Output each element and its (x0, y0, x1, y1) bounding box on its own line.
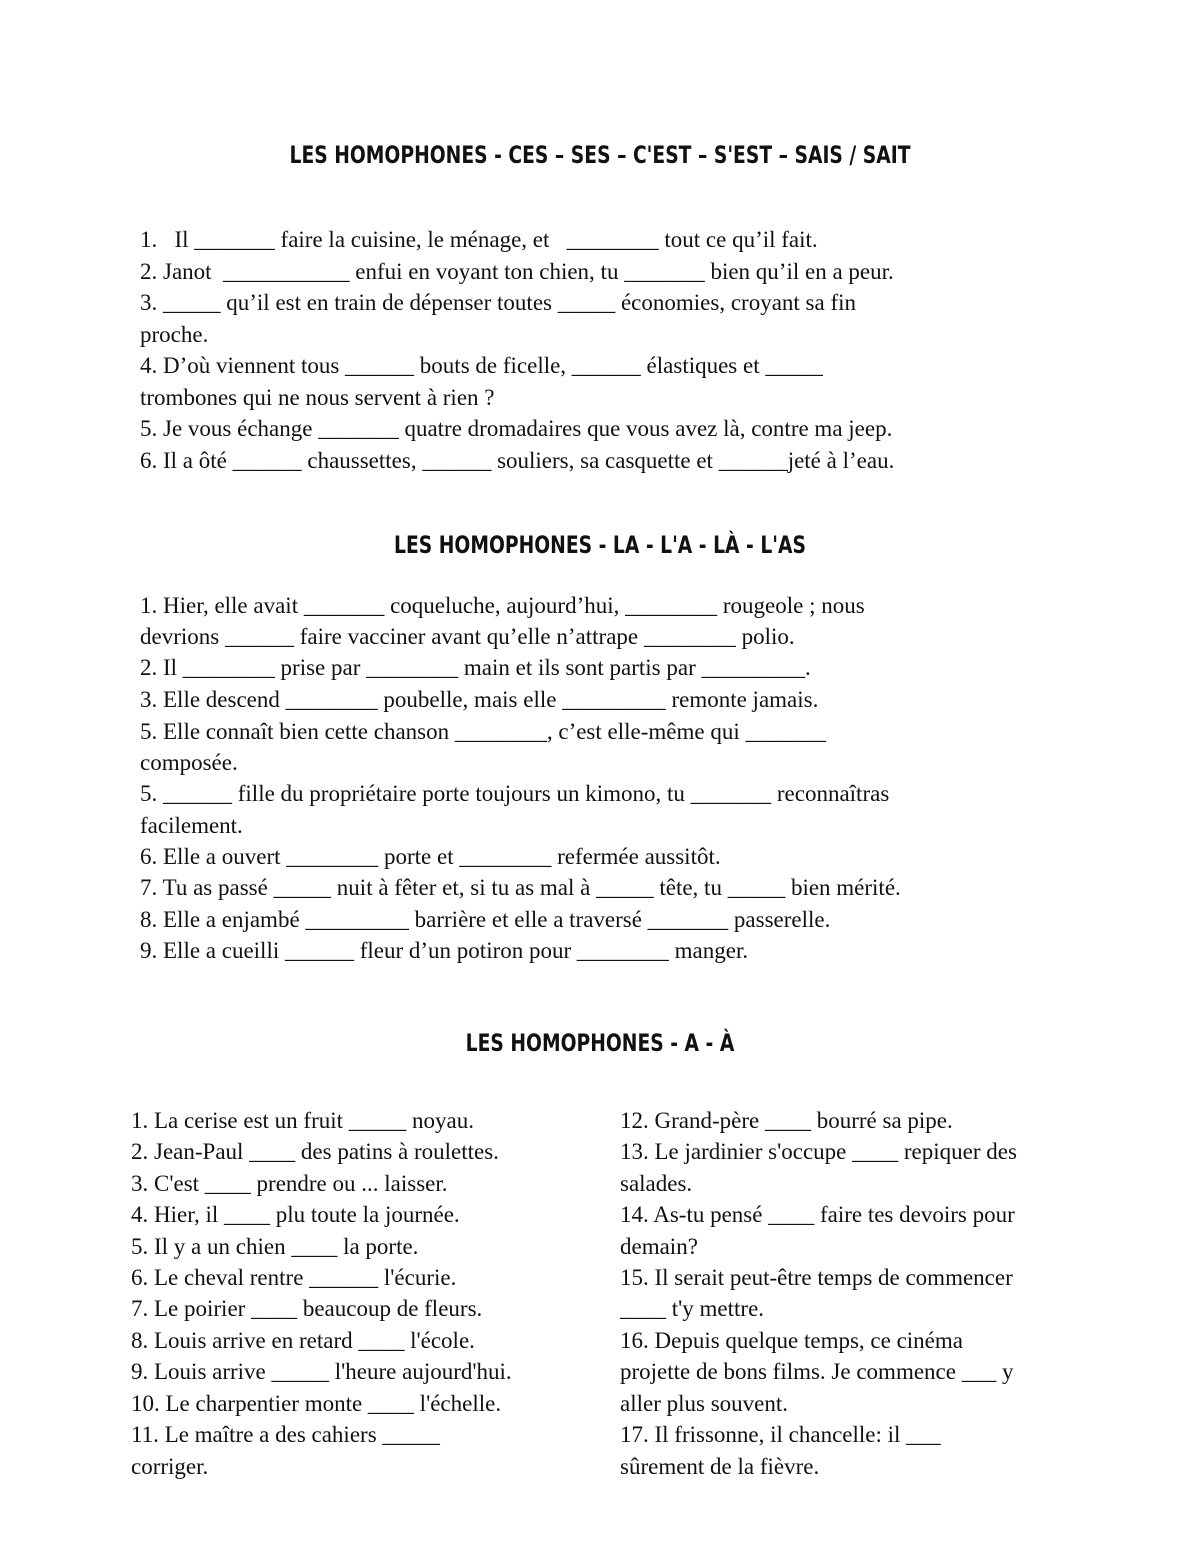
exercise-line: 15. Il serait peut-être temps de commencer (620, 1265, 1013, 1290)
exercise-line: 8. Louis arrive en retard ____ l'école. (131, 1328, 475, 1353)
exercise-line: 8. Elle a enjambé _________ barrière et elle a traversé _______ passerelle. (140, 907, 831, 932)
exercise-line: 6. Le cheval rentre ______ l'écurie. (131, 1265, 457, 1290)
exercise-line: projette de bons films. Je commence ___ y (620, 1359, 1014, 1384)
exercise-line: 7. Le poirier ____ beaucoup de fleurs. (131, 1296, 483, 1321)
exercise-line: composée. (140, 750, 238, 775)
exercise-line: 5. Elle connaît bien cette chanson ________, c’est elle-même qui _______ (140, 719, 826, 744)
exercise-line: trombones qui ne nous servent à rien ? (140, 385, 495, 410)
exercise-line: 3. Elle descend ________ poubelle, mais elle _________ remonte jamais. (140, 687, 819, 712)
exercise-line: sûrement de la fièvre. (620, 1454, 820, 1479)
exercise-line: 2. Il ________ prise par ________ main et ils sont partis par _________. (140, 655, 811, 680)
exercise-line: 1. Hier, elle avait _______ coqueluche, aujourd’hui, ________ rougeole ; nous (140, 593, 865, 618)
exercise-line: corriger. (131, 1454, 209, 1479)
exercise-line: 16. Depuis quelque temps, ce cinéma (620, 1328, 963, 1353)
exercise-line: 13. Le jardinier s'occupe ____ repiquer des (620, 1139, 1017, 1164)
exercise-line: 6. Il a ôté ______ chaussettes, ______ souliers, sa casquette et ______jeté à l’eau. (140, 448, 895, 473)
section-title-a-a: LES HOMOPHONES - A - À (465, 1029, 735, 1057)
exercise-line: 9. Louis arrive _____ l'heure aujourd'hui. (131, 1359, 512, 1384)
exercise-line: 10. Le charpentier monte ____ l'échelle. (131, 1391, 502, 1416)
exercise-line: 3. _____ qu’il est en train de dépenser toutes _____ économies, croyant sa fin (140, 290, 857, 315)
exercise-line: 14. As-tu pensé ____ faire tes devoirs pour (620, 1202, 1015, 1227)
exercise-line: 5. Il y a un chien ____ la porte. (131, 1234, 419, 1259)
exercise-line: 17. Il frissonne, il chancelle: il ___ (620, 1422, 941, 1447)
exercise-line: 4. D’où viennent tous ______ bouts de ficelle, ______ élastiques et _____ (140, 353, 823, 378)
section-title-la-las: LES HOMOPHONES - LA - L'A - LÀ - L'AS (394, 531, 806, 559)
exercise-line: proche. (140, 322, 209, 347)
exercise-line: 5. ______ fille du propriétaire porte toujours un kimono, tu _______ reconnaîtras (140, 781, 890, 806)
exercise-line: salades. (620, 1171, 693, 1196)
exercise-line: 2. Janot ___________ enfui en voyant ton chien, tu _______ bien qu’il en a peur. (140, 259, 894, 284)
exercise-line: aller plus souvent. (620, 1391, 788, 1416)
exercise-line: 6. Elle a ouvert ________ porte et ________ refermée aussitôt. (140, 844, 721, 869)
exercise-line: facilement. (140, 813, 243, 838)
section-title-ces-ses: LES HOMOPHONES - CES – SES – C'EST – S'EST – SAIS / SAIT (289, 141, 911, 169)
exercise-line: 3. C'est ____ prendre ou ... laisser. (131, 1171, 448, 1196)
exercise-line: 7. Tu as passé _____ nuit à fêter et, si tu as mal à _____ tête, tu _____ bien mérité. (140, 875, 901, 900)
exercise-line: 1. La cerise est un fruit _____ noyau. (131, 1108, 474, 1133)
exercise-line: 4. Hier, il ____ plu toute la journée. (131, 1202, 460, 1227)
exercise-line: 12. Grand-père ____ bourré sa pipe. (620, 1108, 953, 1133)
exercise-line: 9. Elle a cueilli ______ fleur d’un potiron pour ________ manger. (140, 938, 749, 963)
exercise-line: 11. Le maître a des cahiers _____ (131, 1422, 440, 1447)
exercise-line: devrions ______ faire vacciner avant qu’elle n’attrape ________ polio. (140, 624, 795, 649)
exercise-line: demain? (620, 1234, 698, 1259)
exercise-line: 1. Il _______ faire la cuisine, le ménage, et ________ tout ce qu’il fait. (140, 227, 818, 252)
exercise-line: 2. Jean-Paul ____ des patins à roulettes. (131, 1139, 499, 1164)
exercise-line: 5. Je vous échange _______ quatre dromadaires que vous avez là, contre ma jeep. (140, 416, 893, 441)
exercise-line: ____ t'y mettre. (620, 1296, 765, 1321)
